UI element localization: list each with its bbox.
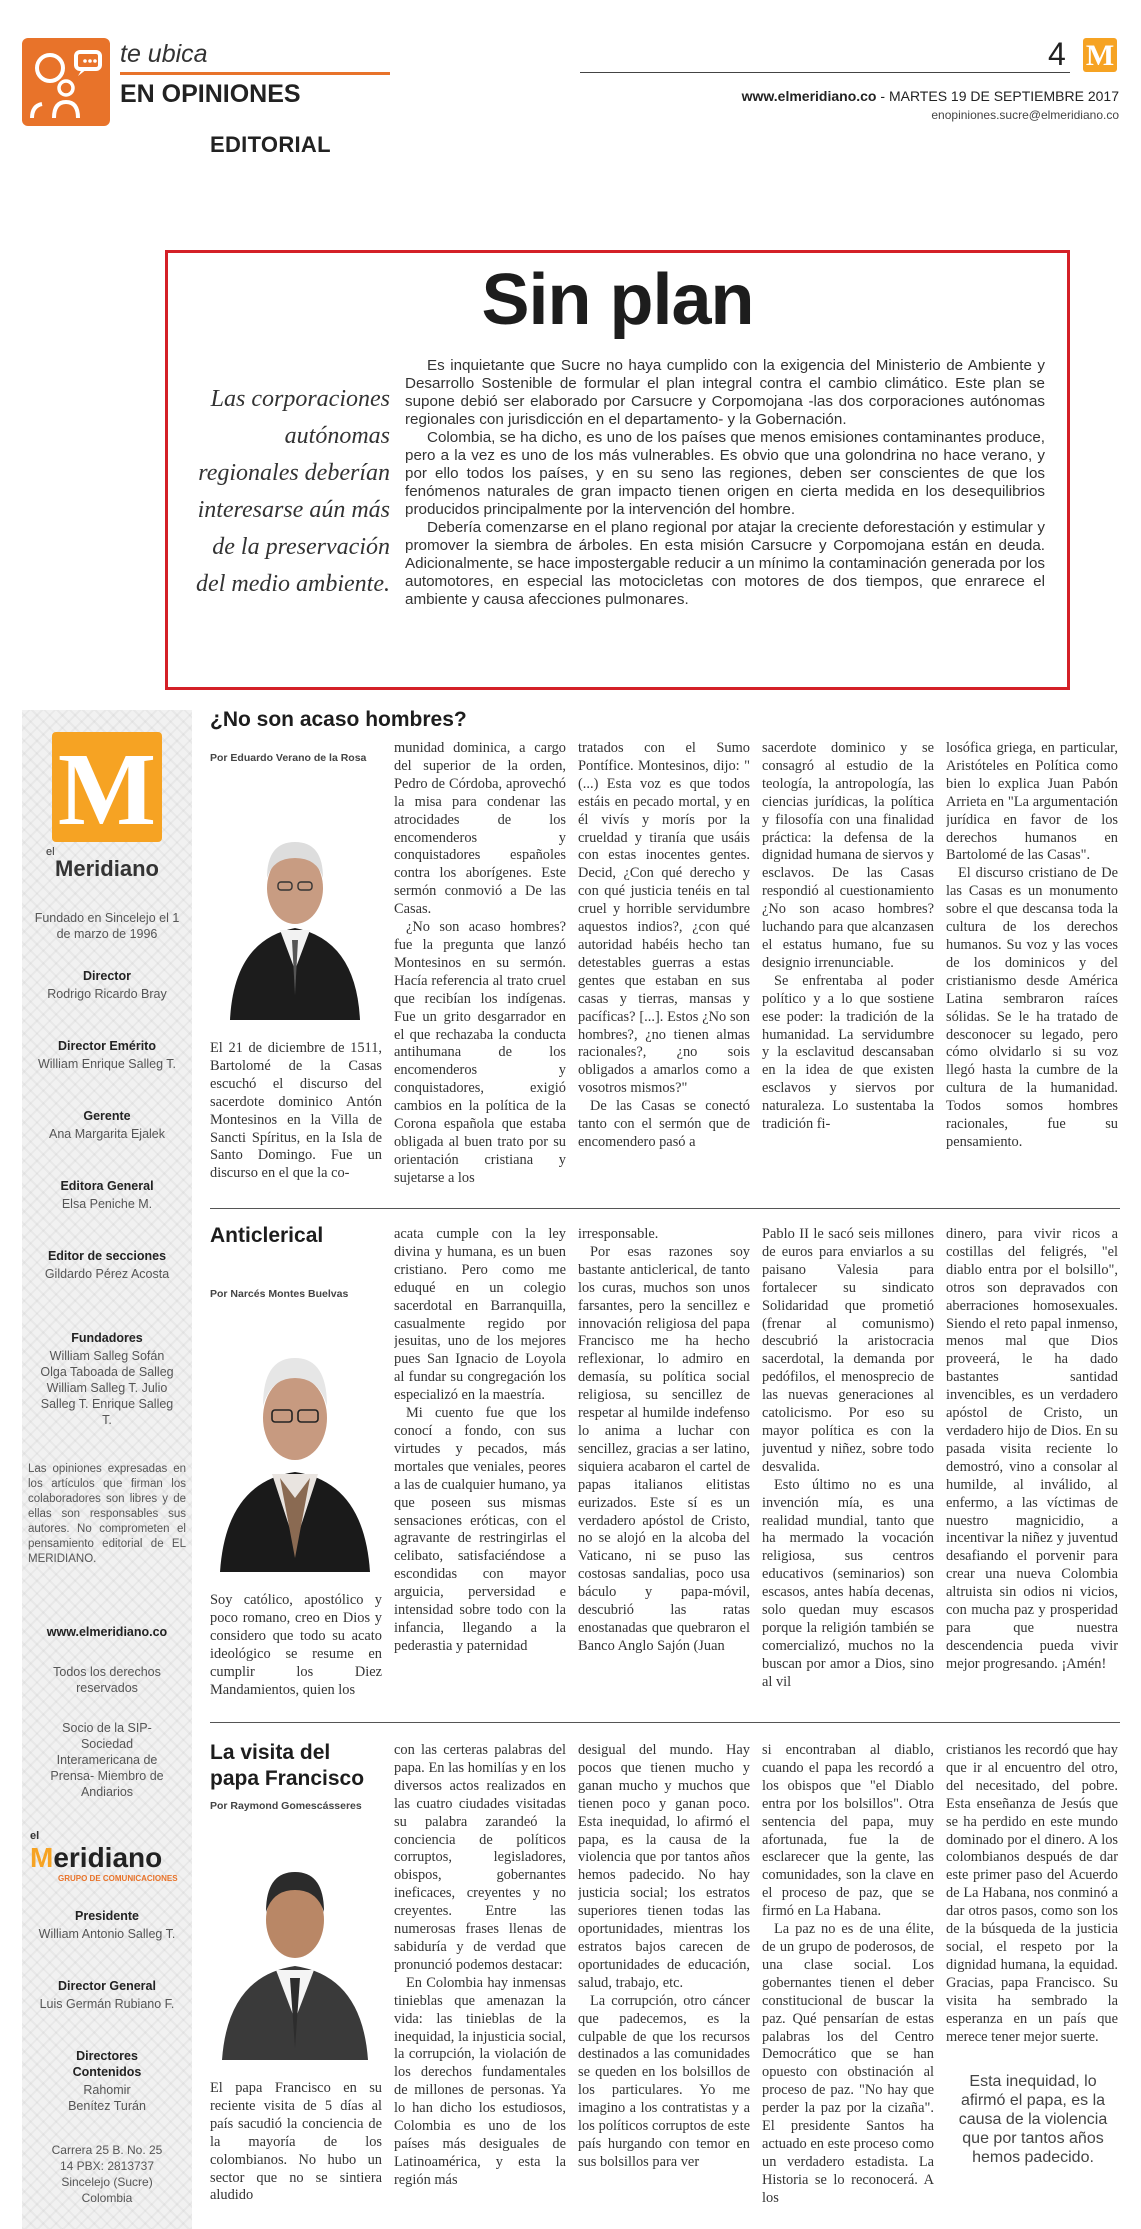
sidebar-brand-name: Meridiano xyxy=(55,856,159,881)
article-paragraph: si encontraban al diablo, cuando el papa les recordó a los obispos que "el Diablo entra por los bolsillos". Otra sentencia del papa, muy afortunada, fue la de esclarecer que la gente, las comunidades, son la clave en el proceso de paz, que se firmó en La Habana. xyxy=(762,1742,934,1920)
editorial-title: Sin plan xyxy=(481,260,754,340)
staff-name: Rahomir Benítez Turán xyxy=(68,2083,146,2113)
staff-director-general xyxy=(22,1978,192,2012)
disclaimer: Las opiniones expresadas en los artículos que firman los colaboradores son libres y de ellas son responsables sus autores. No comprometen el pensamiento editorial de EL MERIDIANO. xyxy=(28,1463,186,1565)
group-logo-el: el xyxy=(30,1830,40,1842)
editorial-pull-quote: Las corporaciones autónomas regionales deberían interesarse aún más de la preservación del medio ambiente. xyxy=(196,386,390,597)
article-paragraph: desigual del mundo. Hay pocos que tienen mucho y ganan mucho y muchos que tienen poco y ganan poco. Esta inequidad, lo afirmó el papa, es la causa de la violencia que por tantos años hemos padecido. No hay justicia social; los estratos superiores tienen todas las oportunidades, mientras los estratos bajos carecen de oportunidades de educación, salud, trabajo, etc. xyxy=(578,1742,750,1991)
staff-presidente xyxy=(22,1908,192,1942)
article-byline: Por Raymond Gomescásseres xyxy=(210,1800,362,1812)
article-paragraph: acata cumple con la ley divina y humana, es un buen cristiano. Pero como me eduqué en un colegio sacerdotal en Barranquilla, casualmente regido por jesuitas, uno de los mejores pues San Ignacio de Loyola al fundar su congregación los especializó en la maestría. xyxy=(394,1226,566,1404)
staff-name: Ana Margarita Ejalek xyxy=(48,1127,166,1141)
staff-name: Elsa Peniche M. xyxy=(61,1197,153,1211)
founded-note: Fundado en Sincelejo el 1 de marzo de 1996 xyxy=(34,911,180,941)
staff-title: Director xyxy=(83,969,131,983)
article-intro: El papa Francisco en su reciente visita de 5 días al país sacudió la conciencia de la mayoría de los colombianos. No hubo un sector que no se sintiera aludido xyxy=(210,2080,382,2204)
article-paragraph: Por esas razones soy bastante anticlerical, de tanto los curas, muchos son unos farsantes, pero la sencillez e innovación religiosa del papa Francisco me ha hecho reflexionar, lo admiro en demasía, su política social religiosa, su sencillez de respetar al humilde indefenso lo anima a luchar con sencillez, gracias a ser latino, siquiera acabaron el cartel de papas italianos elitistas eurizados. Este sí es un verdadero apóstol de Cristo, no se alojó en la alcoba del Vaticano, ni se puso las costosas sandalias, poco usa báculo y papa-móvil, descubrió las ratas enostanadas que quebraron el Banco Anglo Sajón (Juan xyxy=(578,1243,750,1654)
issue-date: - MARTES 19 DE SEPTIEMBRE 2017 xyxy=(876,88,1119,104)
article-paragraph: De las Casas se conectó tanto con el sermón que de encomendero pasó a xyxy=(578,1098,750,1150)
staff-director-emerito xyxy=(22,1038,192,1072)
article-column xyxy=(946,740,1118,1232)
page-number: 4 xyxy=(1048,36,1066,72)
article-column xyxy=(394,1742,566,2220)
article-pull-quote: Esta inequidad, lo afirmó el papa, es la causa de la violencia que por tantos años hemos padecido. xyxy=(958,2073,1108,2166)
article-byline: Por Narcés Montes Buelvas xyxy=(210,1288,349,1300)
editorial-paragraph: Debería comenzarse en el plano regional por atajar la creciente deforestación y estimular y promover la siembra de árboles. En esta misión Carsucre y Corpomojana están en deuda. Adicionalmente, se hace impostergable reducir a un mínimo la contaminación generada por los automotores, en especial las motocicletas con motores de dos tiempos, que enrarece el ambiente y causa afecciones pulmonares. xyxy=(405,519,1045,608)
editorial-paragraph: Colombia, se ha dicho, es uno de los países que menos emisiones contaminantes produce, pero a la vez es uno de los más vulnerables. Es obvio que una golondrina no hace verano, y por ello todos los países, y en su seno las regiones, deben ser conscientes de que los fenómenos naturales de gran impacto tienen origen en cierta medida en los desequilibrios producidos principalmente por la intervención del hombre. xyxy=(405,429,1045,518)
article-column xyxy=(578,1742,750,2220)
staff-name: Luis Germán Rubiano F. xyxy=(39,1997,175,2011)
staff-title: Gerente xyxy=(83,1109,131,1123)
staff-title: Director Emérito xyxy=(58,1039,156,1053)
staff-title: Presidente xyxy=(75,1909,139,1923)
article-paragraph: sacerdote dominico y se consagró al estudio de la teología, la antropología, las ciencias jurídicas, la política y filosofía con una finalidad práctica: la defensa de la dignidad humana de siervos y esclavos. De las Casas respondió al cuestionamiento ¿No son acaso hombres? luchando para que alcanzasen el estatus humano, fue su designio irrenunciable. xyxy=(762,740,934,971)
founders xyxy=(22,1330,192,1428)
article-paragraph: munidad dominica, a cargo del superior de la orden, Pedro de Córdoba, aprovechó la misa para condenar las atrocidades de los encomenderos y conquistadores españoles contra los aborígenes. Este sermón conmovió a De las Casas. xyxy=(394,740,566,918)
staff-title: Director General xyxy=(58,1979,156,1993)
membership-note: Socio de la SIP- Sociedad Interamericana de Prensa- Miembro de Andiarios xyxy=(50,1721,164,1799)
article-column xyxy=(578,740,750,1232)
article-paragraph: losófica griega, en particular, Aristóteles en Política como bien lo explica Juan Pabón Arrieta en "La argumentación jurídica en favor de los derechos humanos en Bartolomé de las Casas". xyxy=(946,740,1118,864)
staff-director xyxy=(22,968,192,1002)
article-column xyxy=(578,1226,750,1744)
staff-title: Editora General xyxy=(60,1179,154,1193)
founders-title: Fundadores xyxy=(71,1331,143,1345)
author-photo-montes xyxy=(210,1316,380,1572)
sidebar-brand xyxy=(22,848,192,882)
editorial-body xyxy=(405,357,1045,609)
te-ubica-logo-icon xyxy=(22,38,110,126)
group-logo-sub: GRUPO DE COMUNICACIONES xyxy=(58,1874,178,1883)
header-date xyxy=(742,88,1119,104)
staff-title: Editor de secciones xyxy=(47,1249,167,1263)
author-photo-gomescasseres xyxy=(210,1828,380,2060)
sidebar-website[interactable]: www.elmeridiano.co xyxy=(46,1625,168,1639)
meridiano-logo-icon: M xyxy=(52,732,162,842)
header-email[interactable]: enopiniones.sucre@elmeridiano.co xyxy=(931,108,1119,122)
article-paragraph: Mi cuento fue que los conocí a fondo, con sus virtudes y pecados, más mortales que veniales, peores a las de cualquier humano, ya que poseen sus mismas sensaciones eróticas, con el agravante de restringirlas el celibato, satisfaciéndose a escondidas con mayor arguicia, perversidad e intensidad sobre todo con la infancia, llegando a la pederastia y paternidad xyxy=(394,1405,566,1654)
article-paragraph: irresponsable. xyxy=(578,1226,659,1242)
article-column xyxy=(762,740,934,1232)
article-paragraph: Esto último no es una invención mía, es una realidad mundial, tanto que ha mermado la vocación religiosa, sus centros educativos (seminarios) son escasos, antes había decenas, solo quedan muy escasos porque la religión también se comercializó, muchos no la buscan por amor a Dios, sino al vil xyxy=(762,1476,934,1690)
article-paragraph: La paz no es de una élite, de un grupo de poderosos, de una clase social. Los gobernantes tienen el deber constitucional de buscar la paz. Qué pensarían de estas palabras los del Centro Democrático que se han opuesto con obstinación al proceso de paz. "No hay que perder la paz por la cizaña". El presidente Santos ha actuado en este proceso como un verdadero estadista. La Historia se lo reconocerá. A los xyxy=(762,1921,934,2206)
article-title: Anticlerical xyxy=(210,1224,324,1247)
group-logo xyxy=(30,1830,186,1883)
staff-gerente xyxy=(22,1108,192,1142)
group-logo-m: M xyxy=(30,1842,54,1873)
article-paragraph: cristianos les recordó que hay que ir al encuentro del otro, del necesitado, del pobre. Esta enseñanza de Jesús que se ha perdido en este mundo dominado por el dinero. A los colombianos después de dar este primer paso del Acuerdo de La Habana, nos conminó a dar otros pasos, como son los de la búsqueda de la justicia social, el respeto por la dignidad humana, la equidad. Gracias, papa Francisco. Su visita ha sembrado la esperanza en un país que merece tener mejor suerte. xyxy=(946,1742,1118,2045)
masthead-sidebar xyxy=(22,710,192,2229)
group-logo-rest: eridiano xyxy=(53,1842,163,1873)
article-column xyxy=(210,1040,382,1232)
staff-title: Directores Contenidos xyxy=(72,2049,142,2079)
article-divider xyxy=(210,1722,1120,1723)
article-column xyxy=(762,1742,934,2220)
staff-name: Gildardo Pérez Acosta xyxy=(44,1267,170,1281)
article-paragraph: dinero, para vivir ricos a costillas del feligrés, "el diablo entra por el bolsillo", otros son depravados con aberraciones homosexuales. Siendo el reto papal inmenso, menos mal que Dios proveerá, le ha dado bastantes santidad invencibles, es un verdadero apóstol de Cristo, un verdadero hijo de Dios. En su pasada visita reciente lo demostró, vino a consolar al humilde, al inválido, al enfermo, a las víctimas de nuestro magnicidio, a incentivar la niñez y juventud desafiando el porvenir para crear una nueva Colombia altruista sin odios ni vicios, con mucha paz y prosperidad para que nuestra descendencia pueda vivir mejor progresando. ¡Amén! xyxy=(946,1226,1118,1672)
staff-name: Rodrigo Ricardo Bray xyxy=(47,987,167,1001)
article-paragraph: En Colombia hay inmensas tinieblas que amenazan la vida: las tinieblas de la inequidad, la injusticia social, la corrupción, la violación de los derechos fundamentales de millones de personas. Ya lo han dicho los estudiosos, Colombia es uno de los países más desiguales de Latinoamérica, y esta la región más xyxy=(394,1974,566,2188)
section-title: EN OPINIONES xyxy=(120,80,301,108)
article-divider xyxy=(210,1208,1120,1209)
article-intro: Soy católico, apostólico y poco romano, creo en Dios y considero que todo su acato ideológico se resume en cumplir los Diez Mandamientos, quien los xyxy=(210,1592,382,1698)
article-column xyxy=(946,1226,1118,1744)
editorial-paragraph: Es inquietante que Sucre no haya cumplido con la exigencia del Ministerio de Ambiente y Desarrollo Sostenible de formular el plan integral contra el cambio climático. Este plan se supone debió ser elaborado por Carsucre y Corpomojana -las dos corporaciones autónomas regionales con jurisdicción en el departamento- y la Gobernación. xyxy=(405,357,1045,428)
article-column xyxy=(394,1226,566,1744)
staff-name: William Antonio Salleg T. xyxy=(38,1927,176,1941)
staff-directores-contenidos xyxy=(22,2048,192,2114)
subsection-title: EDITORIAL xyxy=(210,132,331,157)
article-paragraph: El discurso cristiano de De las Casas es un monumento sobre el que descansa toda la cultura de los derechos humanos. Su voz y las voces de los dominicos y del cristianismo desde América Latina sembraron raíces sólidas. Se le ha tratado de desconocer su legado, pero cómo olvidarlo si su voz llegó hasta la cumbre de la cultura de la humanidad. Todos somos hombres racionales, fue su pensamiento. xyxy=(946,865,1118,1150)
editorial-box xyxy=(165,250,1070,690)
article-column xyxy=(946,1742,1118,2058)
article-paragraph: con las certeras palabras del papa. En las homilías y en los diversos actos realizados en las cuatro ciudades visitadas su palabra zarandeó la conciencia de políticos corruptos, legisladores, obispos, gobernantes ineficaces, creyentes y no creyentes. Entre las numerosas frases llenas de sabiduría y de verdad que pronunció podemos destacar: xyxy=(394,1742,566,1973)
article-column xyxy=(394,740,566,1232)
sidebar-brand-el: el xyxy=(46,846,55,858)
article-paragraph: ¿No son acaso hombres? fue la pregunta que lanzó Montesinos en su sermón. Hacía referencia al trato cruel que recibían los indígenas. Fue un grito desgarrador en el que rechazaba la conducta antihumana de los encomenderos y conquistadores, exigió cambios en la política de la Corona española que estaba obligada al buen trato por su orientación cristiana y sujetarse a los xyxy=(394,919,566,1186)
staff-editor-secciones xyxy=(22,1248,192,1282)
article-column xyxy=(762,1226,934,1744)
staff-editora xyxy=(22,1178,192,1212)
group-logo-wordmark xyxy=(30,1842,186,1874)
article-paragraph: Se enfrentaba al poder político y a lo que sostiene ese poder: la tradición de la humanidad. La servidumbre y la esclavitud descansaban en la idea de que existen esclavos y siervos por naturaleza. Lo sustentaba la tradición fi- xyxy=(762,972,934,1133)
article-intro: El 21 de diciembre de 1511, Bartolomé de la Casas escuchó el discurso del sacerdote dominico Antón Montesinos en la Villa de Sancti Spíritus, en la Isla de Santo Domingo. Fue un discurso en el que la co- xyxy=(210,1040,382,1182)
article-title: La visita del papa Francisco xyxy=(210,1741,365,1790)
founders-names: William Salleg Sofán Olga Taboada de Salleg William Salleg T. Julio Salleg T. Enrique Salleg T. xyxy=(40,1349,174,1427)
article-column xyxy=(210,2080,382,2220)
meridiano-m-icon: M xyxy=(1083,38,1117,72)
section-kicker: te ubica xyxy=(120,40,208,68)
article-title: ¿No son acaso hombres? xyxy=(210,708,467,731)
author-photo-verano xyxy=(210,790,380,1020)
article-paragraph: tratados con el Sumo Pontífice. Montesinos, dijo: "(...) Esta voz es que todos estáis en pecado mortal, y en él vivís y morís por la crueldad y tiranía que usáis con estas inocentes gentes. Decid, ¿Con qué derecho y con qué justicia tenéis en tal cruel y horrible servidumbre aquestos indios?, ¿con qué autoridad habéis hecho tan detestables guerras a estas gentes que estaban en sus casas y tierras, mansas y pacíficas? [...]. Estos ¿No son hombres?, ¿no tienen almas racionales?, ¿no sois obligados a amarlos como a vosotros mismos?" xyxy=(578,740,750,1097)
article-paragraph: La corrupción, otro cáncer que padecemos, es la culpable de que los recursos destinados a las comunidades se queden en los bolsillos de los particulares. Yo me imagino a los contratistas y a los políticos corruptos de este país hurgando con temor en sus bolsillos para ver xyxy=(578,1992,750,2170)
article-byline: Por Eduardo Verano de la Rosa xyxy=(210,752,367,764)
address: Carrera 25 B. No. 25 14 PBX: 2813737 Sincelejo (Sucre) Colombia xyxy=(51,2143,163,2205)
header-site[interactable]: www.elmeridiano.co xyxy=(741,88,877,104)
article-paragraph: Pablo II le sacó seis millones de euros para enviarlos a su paisano Valesia para fortalecer su sindicato Solidaridad que prometió (frenar al comunismo) descubrió la aristocracia sacerdotal, la demanda por pedófilos, el menosprecio de las nuevas generaciones al catolicismo. Por eso su mayor política es con la juventud y niñez, sobre todo desvalida. xyxy=(762,1226,934,1475)
rights-note: Todos los derechos reservados xyxy=(53,1665,161,1695)
staff-name: William Enrique Salleg T. xyxy=(37,1057,177,1071)
kicker-rule xyxy=(120,72,390,75)
header-rule xyxy=(580,72,1070,73)
